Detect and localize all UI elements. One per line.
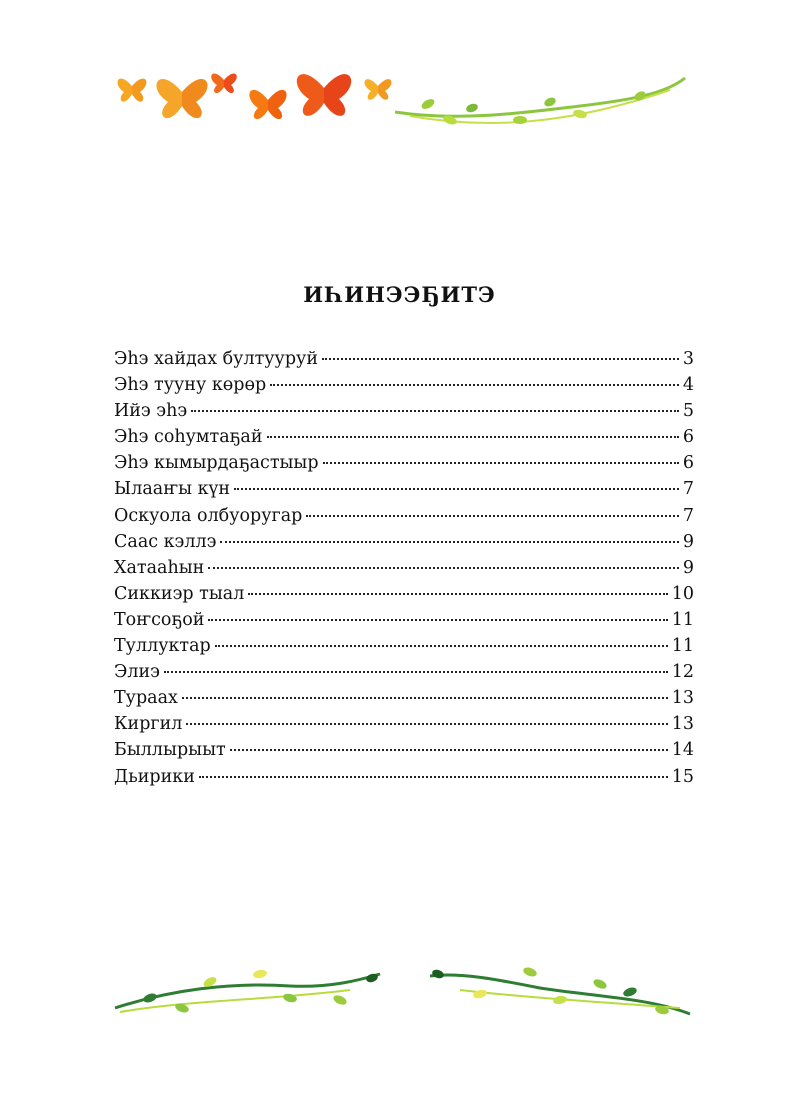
- bottom-left-vine-icon: [110, 960, 410, 1030]
- butterfly-icon: [297, 74, 351, 116]
- table-of-contents: [114, 346, 694, 790]
- toc-entry[interactable]: [114, 764, 694, 790]
- entry-page-number: 4: [682, 375, 694, 396]
- toc-entry[interactable]: [114, 424, 694, 450]
- entry-page-number: 11: [671, 609, 694, 630]
- toc-title: ИҺИНЭЭҔИТЭ: [303, 282, 496, 308]
- entry-title: Саас кэллэ: [114, 531, 217, 552]
- entry-page-number: 7: [682, 505, 694, 526]
- dot-leader: [164, 671, 668, 673]
- toc-entry[interactable]: [114, 711, 694, 737]
- toc-entry[interactable]: [114, 685, 694, 711]
- dot-leader: [220, 541, 678, 543]
- dot-leader: [182, 697, 668, 699]
- butterfly-icon: [249, 90, 286, 119]
- toc-entry[interactable]: [114, 633, 694, 659]
- entry-page-number: 13: [671, 688, 694, 709]
- toc-entry[interactable]: [114, 737, 694, 763]
- entry-title: Эһэ соһумтаҕай: [114, 427, 263, 448]
- toc-entry[interactable]: [114, 503, 694, 529]
- toc-entry[interactable]: [114, 476, 694, 502]
- dot-leader: [248, 593, 667, 595]
- toc-entry[interactable]: [114, 346, 694, 372]
- dot-leader: [191, 410, 679, 412]
- entry-page-number: 14: [671, 740, 694, 761]
- entry-page-number: 10: [671, 583, 694, 604]
- vine-icon: [395, 78, 685, 126]
- toc-entry[interactable]: [114, 529, 694, 555]
- dot-leader: [267, 436, 679, 438]
- entry-page-number: 12: [671, 662, 694, 683]
- entry-page-number: 13: [671, 714, 694, 735]
- dot-leader: [208, 567, 679, 569]
- dot-leader: [230, 749, 668, 751]
- entry-title: Тоҥсоҕой: [114, 609, 205, 630]
- dot-leader: [323, 462, 679, 464]
- entry-page-number: 7: [682, 479, 694, 500]
- toc-entry[interactable]: [114, 372, 694, 398]
- entry-title: Тураах: [114, 688, 178, 709]
- entry-title: Элиэ: [114, 662, 160, 683]
- entry-title: Ийэ эһэ: [114, 401, 188, 422]
- entry-page-number: 3: [682, 349, 694, 369]
- dot-leader: [306, 515, 679, 517]
- toc-entry[interactable]: [114, 659, 694, 685]
- dot-leader: [234, 488, 679, 490]
- butterfly-icon: [211, 74, 237, 94]
- entry-title: Туллуктар: [114, 636, 211, 657]
- dot-leader: [270, 384, 679, 386]
- dot-leader: [186, 723, 667, 725]
- entry-page-number: 15: [671, 766, 694, 787]
- entry-title: Киргил: [114, 714, 183, 735]
- dot-leader: [322, 358, 679, 360]
- entry-title: Эһэ кымырдаҕастыыр: [114, 453, 319, 474]
- butterfly-icon: [365, 79, 392, 100]
- entry-title: Быллырыыт: [114, 740, 226, 761]
- entry-title: Хатааһын: [114, 557, 205, 578]
- entry-title: Эһэ хайдах бултууруй: [114, 349, 319, 369]
- entry-page-number: 9: [682, 531, 694, 552]
- butterfly-icon: [118, 79, 147, 102]
- bottom-right-vine-icon: [420, 960, 700, 1030]
- toc-entry[interactable]: [114, 607, 694, 633]
- entry-title: Ылааҥы күн: [114, 479, 231, 500]
- dot-leader: [208, 619, 667, 621]
- dot-leader: [215, 645, 668, 647]
- toc-entry[interactable]: [114, 555, 694, 581]
- entry-page-number: 11: [671, 636, 694, 657]
- entry-page-number: 6: [682, 427, 694, 448]
- toc-entry[interactable]: [114, 398, 694, 424]
- top-decoration: [110, 60, 700, 140]
- entry-title: Сиккиэр тыал: [114, 583, 245, 604]
- toc-entry[interactable]: [114, 450, 694, 476]
- butterfly-icon: [156, 79, 207, 118]
- entry-page-number: 6: [682, 453, 694, 474]
- entry-page-number: 5: [682, 401, 694, 422]
- entry-title: Дьирики: [114, 766, 195, 787]
- toc-entry[interactable]: [114, 581, 694, 607]
- entry-title: Оскуола олбуоругар: [114, 505, 303, 526]
- entry-page-number: 9: [682, 557, 694, 578]
- dot-leader: [199, 776, 668, 778]
- entry-title: Эһэ тууну көрөр: [114, 375, 267, 396]
